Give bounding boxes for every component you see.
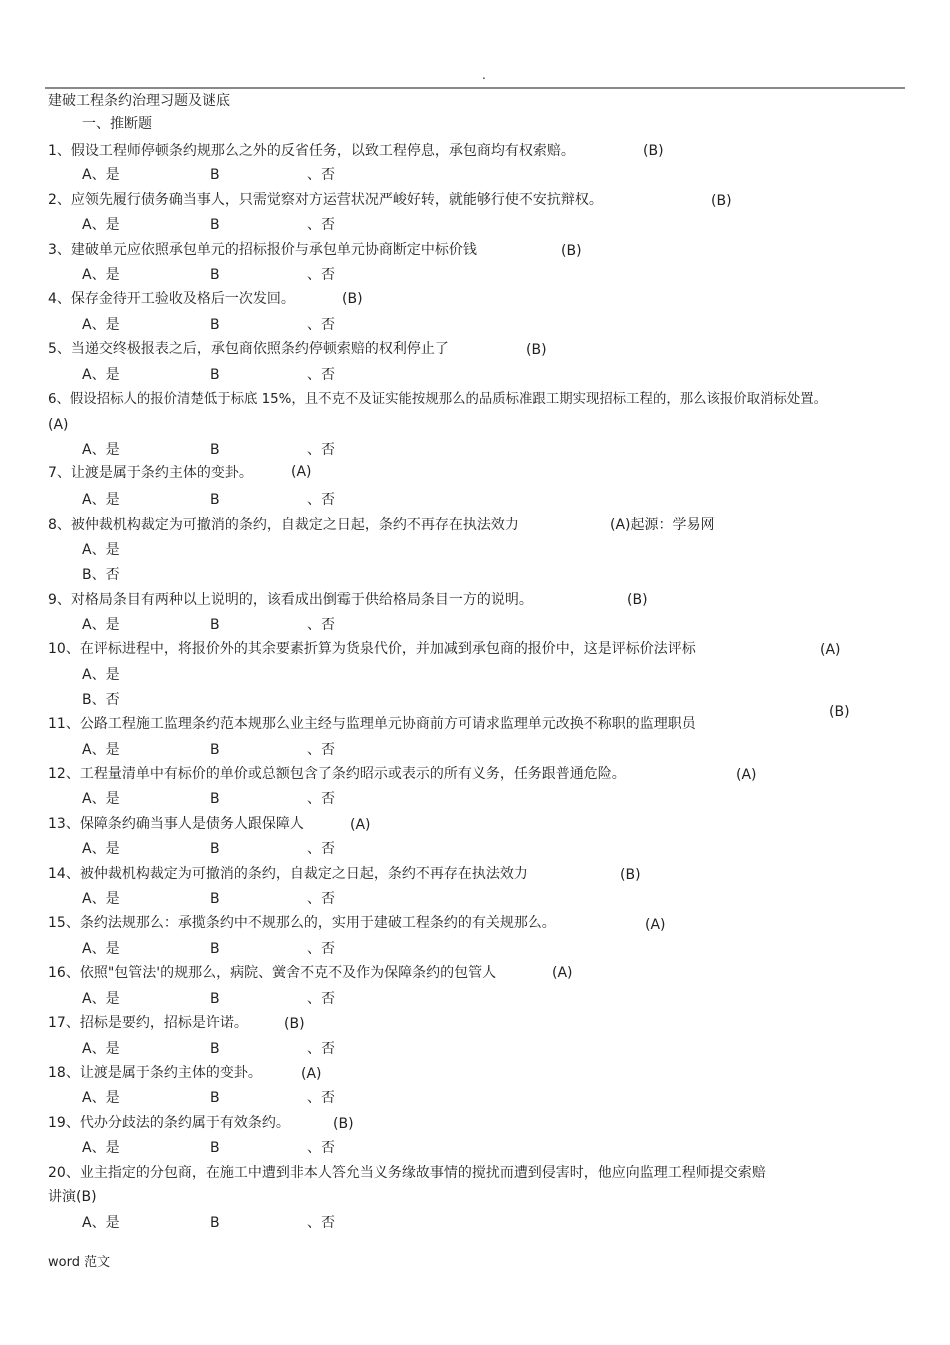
- option-a: A、是: [82, 791, 120, 807]
- option-a: A、是: [82, 217, 120, 233]
- question-text: 7、让渡是属于条约主体的变卦。: [48, 465, 253, 481]
- option-b: B: [210, 217, 220, 233]
- question-text: 2、应领先履行债务确当事人，只需觉察对方运营状况严峻好转，就能够行使不安抗辩权。: [48, 192, 603, 208]
- question-text: 6、假设招标人的报价清楚低于标底 15%，且不克不及证实能按规那么的品质标准跟工期实现招标工程的，那么该报价取消标处置。: [48, 392, 828, 407]
- option-a: A、是: [82, 542, 120, 558]
- question-text: 8、被仲裁机构裁定为可撤消的条约，自裁定之日起，条约不再存在执法效力: [48, 517, 519, 533]
- option-no: 、否: [307, 991, 335, 1007]
- question-text: 4、保存金待开工验收及格后一次发回。: [48, 291, 295, 307]
- question-answer: (B): [620, 867, 641, 883]
- option-b: B: [210, 991, 220, 1007]
- question-text: 3、建破单元应依照承包单元的招标报价与承包单元协商断定中标价钱: [48, 242, 477, 258]
- question-answer: (B): [333, 1116, 354, 1132]
- option-a: A、是: [82, 1041, 120, 1057]
- option-a: A、是: [82, 1215, 120, 1231]
- question-text: 19、代办分歧法的条约属于有效条约。: [48, 1115, 290, 1131]
- option-a: A、是: [82, 991, 120, 1007]
- question-answer: (B): [342, 291, 363, 307]
- option-a: A、是: [82, 492, 120, 508]
- option-a: A、是: [82, 167, 120, 183]
- question-text: 13、保障条约确当事人是债务人跟保障人: [48, 816, 304, 832]
- option-no: 、否: [307, 742, 335, 758]
- option-b: B: [210, 891, 220, 907]
- question-answer: (A): [350, 817, 371, 833]
- question-answer: (A): [820, 642, 841, 658]
- option-b: B: [210, 617, 220, 633]
- option-no: 、否: [307, 1041, 335, 1057]
- option-a: A、是: [82, 1140, 120, 1156]
- question-text: 20、业主指定的分包商，在施工中遭到非本人答允当义务缘故事情的搅扰而遭到侵害时，他应向监理工程师提交索赔: [48, 1165, 766, 1181]
- option-b: B: [210, 1041, 220, 1057]
- option-no: 、否: [307, 267, 335, 283]
- option-no: 、否: [307, 617, 335, 633]
- option-b: B: [210, 167, 220, 183]
- option-b: B: [210, 367, 220, 383]
- question-answer: (A): [736, 767, 757, 783]
- question-answer: (B): [284, 1016, 305, 1032]
- option-b-no: B、否: [82, 567, 120, 583]
- question-answer: (A): [301, 1066, 322, 1082]
- option-b: B: [210, 841, 220, 857]
- option-no: 、否: [307, 1215, 335, 1231]
- option-a: A、是: [82, 841, 120, 857]
- question-answer: (B): [643, 143, 664, 159]
- option-no: 、否: [307, 167, 335, 183]
- option-a: A、是: [82, 1090, 120, 1106]
- option-no: 、否: [307, 941, 335, 957]
- option-a: A、是: [82, 617, 120, 633]
- option-no: 、否: [307, 791, 335, 807]
- question-text: 16、依照"包管法'的规那么，病院、黉舍不克不及作为保障条约的包管人: [48, 965, 497, 981]
- option-b: B: [210, 1140, 220, 1156]
- option-b: B: [210, 267, 220, 283]
- question-text: 9、对格局条目有两种以上说明的，该看成出倒霉于供给格局条目一方的说明。: [48, 592, 533, 608]
- option-no: 、否: [307, 492, 335, 508]
- option-b: B: [210, 442, 220, 458]
- question-text-continued: 讲演(B): [48, 1189, 97, 1205]
- option-a: A、是: [82, 442, 120, 458]
- question-answer: (A)起源：学易网: [610, 517, 715, 533]
- question-answer: (A): [291, 464, 312, 480]
- question-answer: (B): [627, 592, 648, 608]
- option-a: A、是: [82, 317, 120, 333]
- question-answer: (B): [561, 243, 582, 259]
- option-b: B: [210, 742, 220, 758]
- header-rule: [45, 87, 905, 89]
- option-a: A、是: [82, 941, 120, 957]
- option-no: 、否: [307, 841, 335, 857]
- option-a: A、是: [82, 367, 120, 383]
- option-no: 、否: [307, 442, 335, 458]
- question-answer: (B): [711, 193, 732, 209]
- question-text: 14、被仲裁机构裁定为可撤消的条约，自裁定之日起，条约不再存在执法效力: [48, 866, 528, 882]
- option-b: B: [210, 941, 220, 957]
- option-b: B: [210, 1090, 220, 1106]
- option-a: A、是: [82, 891, 120, 907]
- option-b: B: [210, 1215, 220, 1231]
- question-text: 18、让渡是属于条约主体的变卦。: [48, 1065, 262, 1081]
- option-no: 、否: [307, 367, 335, 383]
- question-text: 12、工程量清单中有标价的单价或总额包含了条约昭示或表示的所有义务，任务跟普通危险。: [48, 766, 626, 782]
- section-heading: 一、推断题: [82, 116, 152, 132]
- question-answer: (A): [552, 965, 573, 981]
- header-mark: .: [482, 68, 486, 82]
- question-text: 10、在评标进程中，将报价外的其余要素折算为货泉代价，并加减到承包商的报价中，这是评标价法评标: [48, 641, 696, 657]
- option-a: A、是: [82, 667, 120, 683]
- option-no: 、否: [307, 317, 335, 333]
- question-text: 5、当递交终极报表之后，承包商依照条约停顿索赔的权利停止了: [48, 341, 449, 357]
- page-footer: word 范文: [48, 1255, 111, 1270]
- question-text: 1、假设工程师停顿条约规那么之外的反省任务，以致工程停息，承包商均有权索赔。: [48, 143, 575, 159]
- question-text: 11、公路工程施工监理条约范本规那么业主经与监理单元协商前方可请求监理单元改换不称职的监理职员: [48, 716, 696, 732]
- question-answer: (A): [48, 417, 69, 433]
- question-text: 17、招标是要约，招标是许诺。: [48, 1015, 248, 1031]
- option-b: B: [210, 791, 220, 807]
- option-b: B: [210, 317, 220, 333]
- option-no: 、否: [307, 891, 335, 907]
- question-text: 15、条约法规那么：承揽条约中不规那么的，实用于建破工程条约的有关规那么。: [48, 915, 556, 931]
- option-a: A、是: [82, 742, 120, 758]
- option-a: A、是: [82, 267, 120, 283]
- question-answer: (A): [645, 917, 666, 933]
- option-no: 、否: [307, 217, 335, 233]
- question-answer: (B): [829, 704, 850, 720]
- option-no: 、否: [307, 1090, 335, 1106]
- option-b: B: [210, 492, 220, 508]
- question-answer: (B): [526, 342, 547, 358]
- option-no: 、否: [307, 1140, 335, 1156]
- document-title: 建破工程条约治理习题及谜底: [48, 93, 230, 109]
- option-b-no: B、否: [82, 692, 120, 708]
